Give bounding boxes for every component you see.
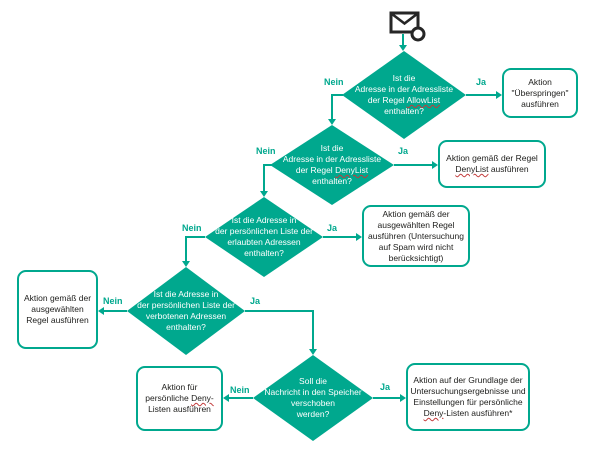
action-personal-deny-lists-line2	[145, 393, 214, 404]
new-message-icon	[388, 10, 428, 44]
decision-move-to-storage	[253, 355, 373, 441]
action-denylist-rule-line1: Aktion gemäß der Regel	[446, 153, 538, 163]
edge-personal-denylist-no-line	[104, 310, 127, 312]
decision-allowlist-line3-prefix: der Regel	[367, 95, 407, 105]
edge-move-yes-label: Ja	[380, 382, 391, 392]
edge-denylist-no-label: Nein	[256, 146, 276, 156]
action-selected-rule-line3: Regel ausführen	[26, 315, 89, 325]
action-personal-deny-lists	[136, 366, 223, 431]
decision-personal-allowlist-text	[193, 215, 338, 259]
edge-personal-allowlist-yes-line	[323, 236, 356, 238]
decision-personal-allowlist-line2: der persönlichen Liste der	[215, 226, 313, 236]
action-scan-results-term: Deny	[423, 408, 444, 418]
decision-personal-denylist	[127, 267, 245, 355]
edge-personal-denylist-no-label: Nein	[103, 296, 123, 306]
decision-denylist	[270, 125, 394, 205]
decision-denylist-line3-prefix: der Regel	[295, 165, 336, 175]
decision-denylist-line3	[258, 165, 406, 176]
action-personal-deny-lists-line1: Aktion für	[161, 382, 198, 392]
action-selected-rule-spam-ignored	[362, 205, 470, 267]
edge-personal-allowlist-no-label: Nein	[182, 223, 202, 233]
edge-move-no-label: Nein	[230, 385, 250, 395]
action-scan-results-line3: Einstellungen für persönliche	[413, 397, 523, 407]
decision-denylist-line2: Adresse in der Adressliste	[282, 154, 382, 164]
decision-allowlist-line3	[330, 95, 478, 106]
action-denylist-rule	[438, 140, 546, 188]
action-scan-results-deny-lists	[406, 363, 530, 431]
decision-personal-denylist-line2: der persönlichen Liste der	[137, 300, 235, 310]
decision-denylist-term: DenyList	[335, 165, 369, 175]
decision-move-to-storage-line4: werden?	[296, 409, 330, 419]
decision-denylist-line4: enthalten?	[312, 176, 352, 186]
action-selected-rule-line1: Aktion gemäß der	[23, 293, 92, 303]
decision-personal-allowlist-line3: erlaubten Adressen	[227, 237, 301, 247]
edge-message-to-allowlist-line	[402, 34, 404, 45]
action-selected-rule-spam-ignored-line2: ausgewählten Regel	[377, 219, 455, 230]
decision-move-to-storage-line2: Nachricht in den Speicher	[264, 387, 362, 397]
edge-allowlist-no-vline	[331, 94, 333, 119]
action-skip-line2: "Überspringen"	[511, 87, 569, 98]
action-personal-deny-lists-line2-prefix: persönliche	[145, 393, 192, 403]
action-personal-deny-lists-line3: Listen ausführen	[148, 404, 211, 414]
edge-personal-allowlist-yes-label: Ja	[327, 223, 338, 233]
edge-personal-denylist-yes-hline	[245, 310, 314, 312]
edge-allowlist-yes-label: Ja	[476, 77, 487, 87]
decision-allowlist-line1: Ist die	[392, 73, 416, 83]
action-skip-line3: ausführen	[521, 98, 559, 109]
action-selected-rule-spam-ignored-line3: ausführen (Untersuchung	[368, 230, 464, 241]
edge-denylist-yes-line	[394, 164, 432, 166]
decision-personal-denylist-text	[115, 289, 257, 333]
edge-allowlist-yes-line	[466, 94, 496, 96]
action-scan-results-line1: Aktion auf der Grundlage der	[413, 375, 523, 385]
edge-denylist-yes-label: Ja	[398, 146, 409, 156]
edge-personal-allowlist-no-vline	[185, 236, 187, 261]
decision-personal-denylist-line3: verbotenen Adressen	[145, 311, 227, 321]
action-selected-rule-spam-ignored-line5: berücksichtigt)	[388, 252, 444, 263]
arrow-left-icon	[98, 307, 104, 315]
edge-denylist-no-vline	[263, 164, 265, 191]
edge-personal-denylist-yes-label: Ja	[250, 296, 261, 306]
action-selected-rule-spam-ignored-line4: auf Spam wird nicht	[378, 241, 454, 252]
edge-personal-allowlist-no-hline	[185, 236, 205, 238]
edge-move-yes-line	[373, 397, 400, 399]
action-scan-results-line4	[424, 408, 513, 419]
action-personal-deny-lists-term: Deny-	[191, 393, 214, 403]
action-selected-rule-line2: ausgewählten	[31, 304, 84, 314]
decision-allowlist-line4: enthalten?	[384, 106, 424, 116]
decision-personal-allowlist-line1: Ist die Adresse in	[231, 215, 297, 225]
decision-personal-allowlist	[205, 197, 323, 277]
decision-allowlist-line2: Adresse in der Adressliste	[354, 84, 454, 94]
decision-personal-allowlist-line4: enthalten?	[244, 248, 284, 258]
decision-denylist-line1: Ist die	[320, 143, 344, 153]
decision-move-to-storage-text	[241, 376, 385, 420]
decision-personal-denylist-line1: Ist die Adresse in	[153, 289, 219, 299]
decision-personal-denylist-line4: enthalten?	[166, 322, 206, 332]
action-selected-rule	[17, 270, 98, 349]
decision-denylist-text	[258, 143, 409, 187]
arrow-left-icon	[223, 394, 229, 402]
action-skip-line1: Aktion	[528, 76, 552, 87]
action-scan-results-line2: Untersuchungsergebnisse und	[410, 386, 526, 396]
action-scan-results-line4-suffix: -Listen ausführen*	[443, 408, 513, 418]
edge-allowlist-no-label: Nein	[324, 77, 344, 87]
action-denylist-rule-line2	[455, 164, 528, 175]
action-denylist-rule-line2-suffix: ausführen	[488, 164, 529, 174]
action-skip	[502, 68, 578, 118]
decision-move-to-storage-line1: Soll die	[299, 376, 327, 386]
action-denylist-rule-term: DenyList	[455, 164, 489, 174]
decision-allowlist-text	[330, 73, 478, 117]
decision-allowlist-term: AllowList	[406, 95, 441, 105]
action-selected-rule-spam-ignored-line1: Aktion gemäß der	[382, 208, 450, 219]
edge-personal-denylist-yes-vline	[312, 310, 314, 349]
decision-move-to-storage-line3: verschoben	[291, 398, 335, 408]
edge-move-no-line	[229, 397, 253, 399]
